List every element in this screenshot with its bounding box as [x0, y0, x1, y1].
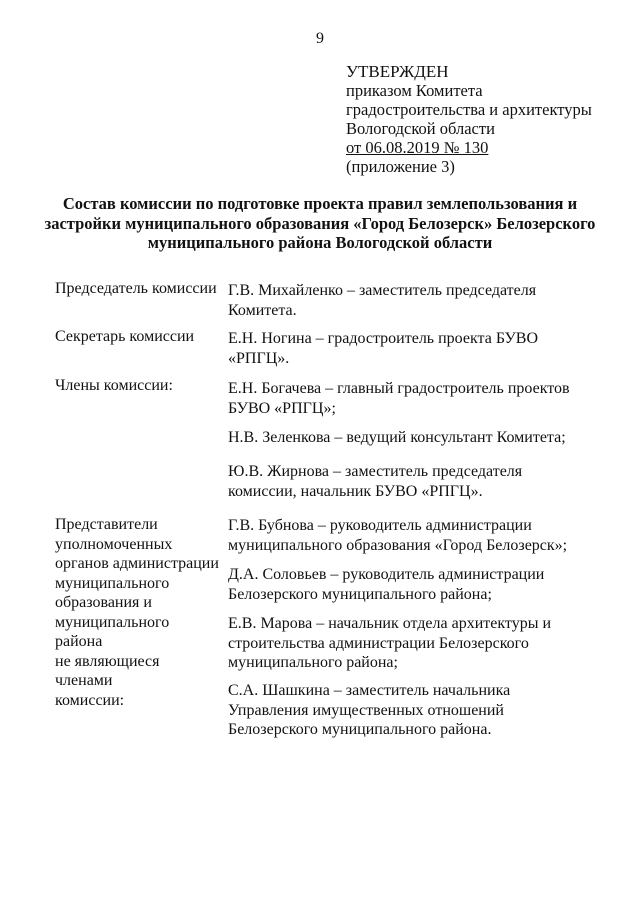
person-chairman: [228, 281, 608, 320]
person-line: Комитета.: [228, 301, 297, 319]
person-line: Белозерского муниципального района;: [228, 585, 492, 603]
approval-line: Вологодской области: [346, 119, 495, 138]
role-line: комиссии:: [55, 691, 125, 709]
role-line: не являющиеся членами: [55, 652, 160, 689]
person-representative-4: [228, 681, 608, 740]
person-line: муниципального района;: [228, 654, 398, 671]
person-line: Управления имущественных отношений: [228, 701, 504, 719]
person-line: «РПГЦ».: [228, 349, 290, 367]
person-line: Г.В. Михайленко – заместитель председателя: [228, 282, 537, 299]
person-line: Е.В. Марова – начальник отдела архитектуры и: [228, 615, 552, 632]
document-title: [20, 194, 620, 253]
role-line: образования и: [55, 594, 152, 611]
person-member-3: [228, 462, 608, 501]
person-line: Белозерского муниципального района.: [228, 721, 492, 738]
person-line: комиссии, начальник БУВО «РПГЦ».: [228, 482, 483, 500]
person-line: Д.А. Соловьев – руководитель администрации: [228, 566, 545, 583]
title-line: Состав комиссии по подготовке проекта правил землепользования и: [62, 194, 578, 213]
role-line: Представители: [55, 516, 158, 533]
page-number: 9: [316, 30, 324, 47]
approval-line: градостроительства и архитектуры: [346, 100, 592, 119]
person-line: Г.В. Бубнова – руководитель администрации: [228, 517, 532, 534]
title-line: муниципального района Вологодской области: [147, 233, 493, 252]
person-line: С.А. Шашкина – заместитель начальника: [228, 682, 511, 699]
person-line: Е.Н. Ногина – градостроитель проекта БУВО: [228, 330, 538, 347]
role-line: муниципального района: [55, 613, 170, 650]
person-line: муниципального образования «Город Белозерск»;: [228, 536, 568, 554]
role-chairman: Председатель комиссии: [55, 280, 217, 297]
person-representative-1: [228, 516, 608, 555]
approval-appendix: (приложение 3): [346, 157, 455, 176]
approval-block: [346, 62, 592, 176]
person-line: строительства администрации Белозерского: [228, 634, 529, 652]
person-representative-3: [228, 614, 608, 673]
person-line: Ю.В. Жирнова – заместитель председателя: [228, 463, 523, 480]
person-line: Н.В. Зеленкова – ведущий консультант Комитета;: [228, 429, 566, 446]
person-representative-2: [228, 565, 608, 604]
role-secretary: Секретарь комиссии: [55, 328, 195, 345]
person-line: Е.Н. Богачева – главный градостроитель проектов: [228, 380, 570, 397]
role-line: органов администрации: [55, 555, 219, 572]
role-line: муниципального: [55, 574, 170, 592]
title-line: застройки муниципального образования «Город Белозерск» Белозерского: [44, 213, 596, 233]
person-line: БУВО «РПГЦ»;: [228, 399, 336, 417]
role-representatives: [55, 515, 220, 710]
role-line: уполномоченных: [55, 535, 173, 553]
role-members: Члены комиссии:: [55, 377, 173, 394]
person-secretary: [228, 329, 608, 368]
person-member-1: [228, 379, 608, 418]
approval-line: приказом Комитета: [346, 81, 483, 100]
approval-heading: УТВЕРЖДЕН: [346, 62, 449, 81]
approval-order: от 06.08.2019 № 130: [346, 138, 489, 157]
person-member-2: [228, 428, 608, 448]
